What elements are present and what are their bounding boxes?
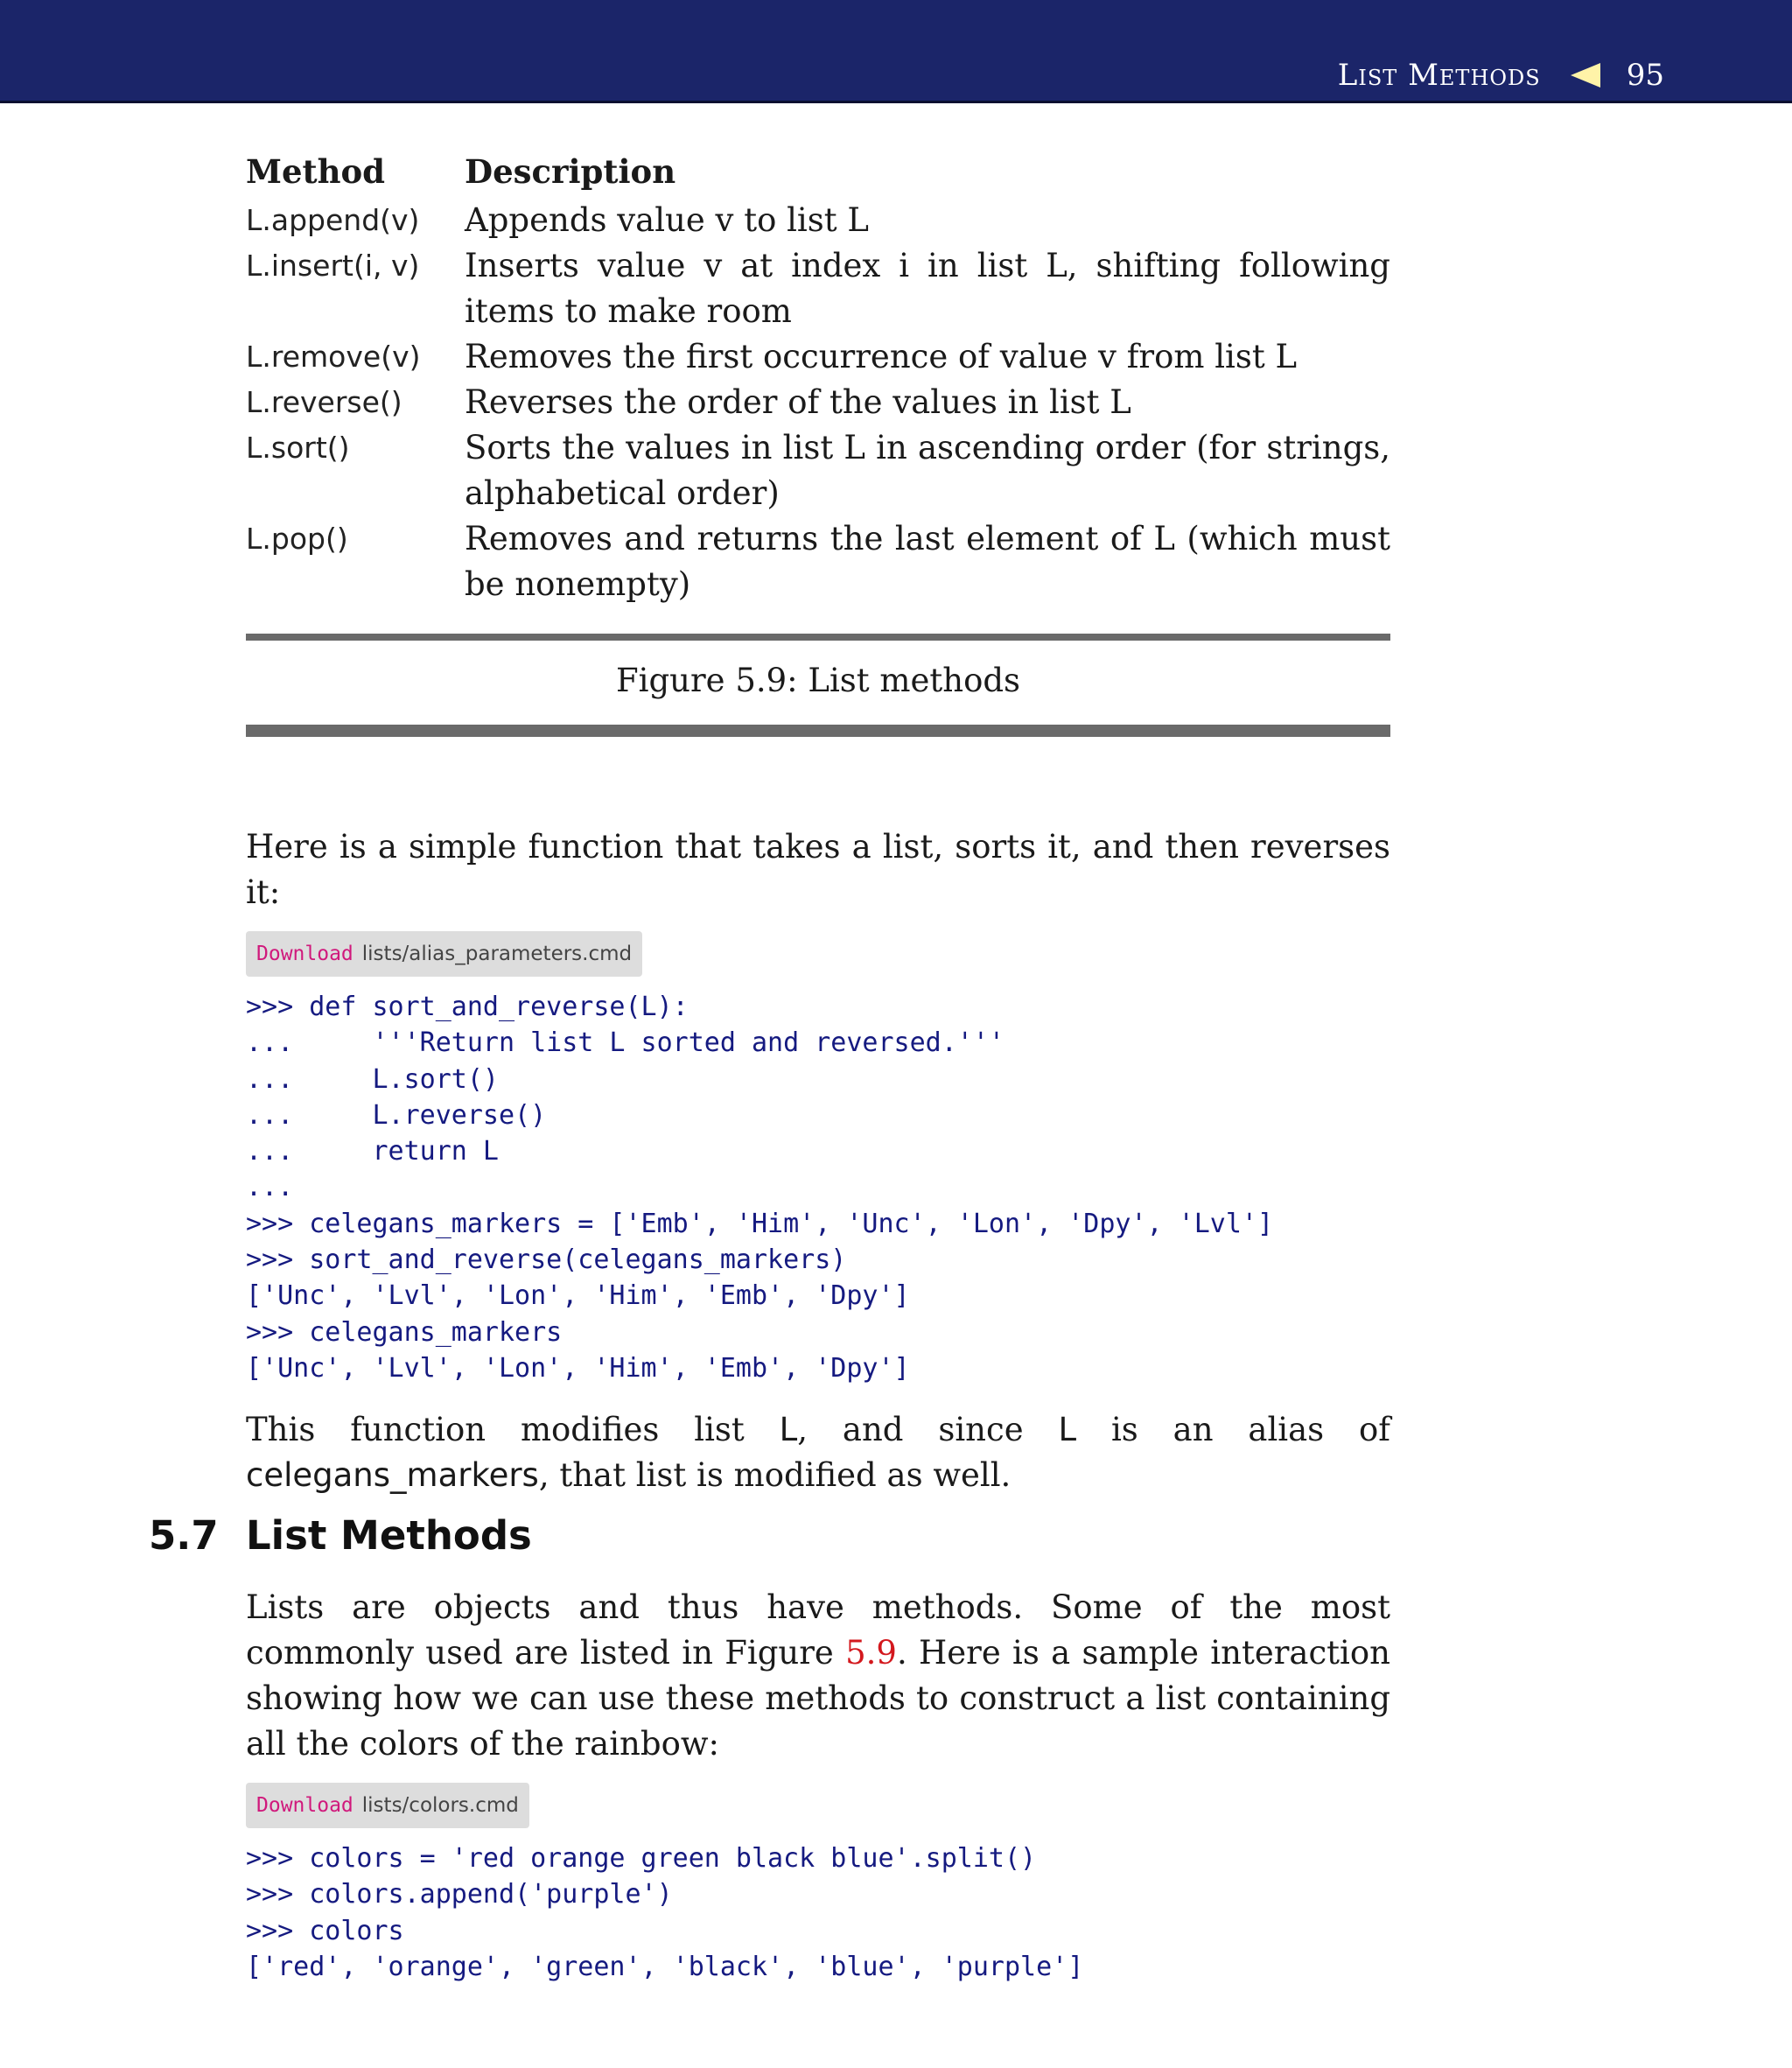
text-run: , that list is modified as well. <box>538 1456 1012 1495</box>
running-section-name: List Methods <box>1337 58 1541 93</box>
method-description: Inserts value v at index i in list L, shifting following items to make room <box>465 247 1390 330</box>
text-run: Lists are objects and thus have methods. Some of the most commonly used are listed in Figure <box>246 1588 1390 1672</box>
figure-caption: Figure 5.9: List methods <box>615 662 1021 699</box>
methods-intro-paragraph <box>246 1585 1390 1767</box>
text-run: is an alias of <box>1076 1411 1391 1449</box>
figure-rule-top <box>246 634 1390 641</box>
page-content <box>246 149 1390 1498</box>
method-description: Appends value v to list L <box>465 201 869 239</box>
method-description: Reverses the order of the values in list L <box>465 383 1131 421</box>
download-label[interactable]: Download <box>256 1794 354 1817</box>
inline-code: L <box>779 1411 798 1449</box>
download-link[interactable] <box>246 931 642 977</box>
method-description: Removes the first occurrence of value v from list L <box>465 338 1298 375</box>
table-row <box>246 380 1390 425</box>
figure-reference-link[interactable]: 5.9 <box>845 1634 897 1672</box>
methods-table <box>246 149 1390 607</box>
alias-paragraph <box>246 1407 1390 1498</box>
code-block: >>> def sort_and_reverse(L): ... '''Return list L sorted and reversed.''' ... L.sort() ... L.reverse() ... return L ... >>> celegans_markers = ['Emb', 'Him', 'Unc', 'Lon', 'Dpy', 'Lvl'] >>> sort_and_reverse(celegans_markers) ['Unc', 'Lvl', 'Lon', 'Him', 'Emb', 'Dpy'] >>> celegans_markers ['Unc', 'Lvl', 'Lon', 'Him', 'Emb', 'Dpy'] <box>246 992 1273 1384</box>
download-path[interactable]: lists/colors.cmd <box>361 1794 519 1817</box>
method-name: L.append(v) <box>246 203 420 237</box>
inline-code: L <box>1058 1411 1077 1449</box>
text-run: This function modifies list <box>246 1411 780 1449</box>
section-number: 5.7 <box>149 1512 219 1559</box>
previous-page-arrow-icon[interactable] <box>1571 63 1600 88</box>
figure-rule-bottom <box>246 725 1390 737</box>
section-content <box>246 1585 1390 1985</box>
table-row <box>246 198 1390 243</box>
method-description: Removes and returns the last element of L (which must be nonempty) <box>465 520 1390 603</box>
download-label[interactable]: Download <box>256 943 354 965</box>
section-title: List Methods <box>246 1512 532 1559</box>
table-row <box>246 243 1390 334</box>
text-run: , and since <box>797 1411 1059 1449</box>
running-header <box>0 0 1792 103</box>
section-heading <box>149 1512 532 1559</box>
text-run: . Here is a sample interaction showing how we can use these methods to construct a list containing all the colors of the rainbow: <box>246 1634 1390 1763</box>
download-link[interactable] <box>246 1783 529 1828</box>
method-name: L.reverse() <box>246 385 402 419</box>
download-path[interactable]: lists/alias_parameters.cmd <box>361 943 633 965</box>
method-name: L.insert(i, v) <box>246 249 420 283</box>
intro-paragraph: Here is a simple function that takes a list, sorts it, and then reverses it: <box>246 828 1390 911</box>
method-name: L.pop() <box>246 522 348 556</box>
method-column-header: Method <box>246 152 386 191</box>
running-header-content <box>1338 58 1664 93</box>
method-name: L.remove(v) <box>246 340 421 374</box>
page-number: 95 <box>1626 58 1664 93</box>
method-name: L.sort() <box>246 431 350 465</box>
table-row <box>246 516 1390 607</box>
description-column-header: Description <box>465 152 676 191</box>
code-block: >>> colors = 'red orange green black blue'.split() >>> colors.append('purple') >>> colors ['red', 'orange', 'green', 'black', 'blue', 'purple'] <box>246 1843 1084 1982</box>
table-row <box>246 425 1390 516</box>
method-description: Sorts the values in list L in ascending order (for strings, alphabetical order) <box>465 429 1390 512</box>
inline-code: celegans_markers <box>246 1456 539 1495</box>
table-row <box>246 334 1390 380</box>
